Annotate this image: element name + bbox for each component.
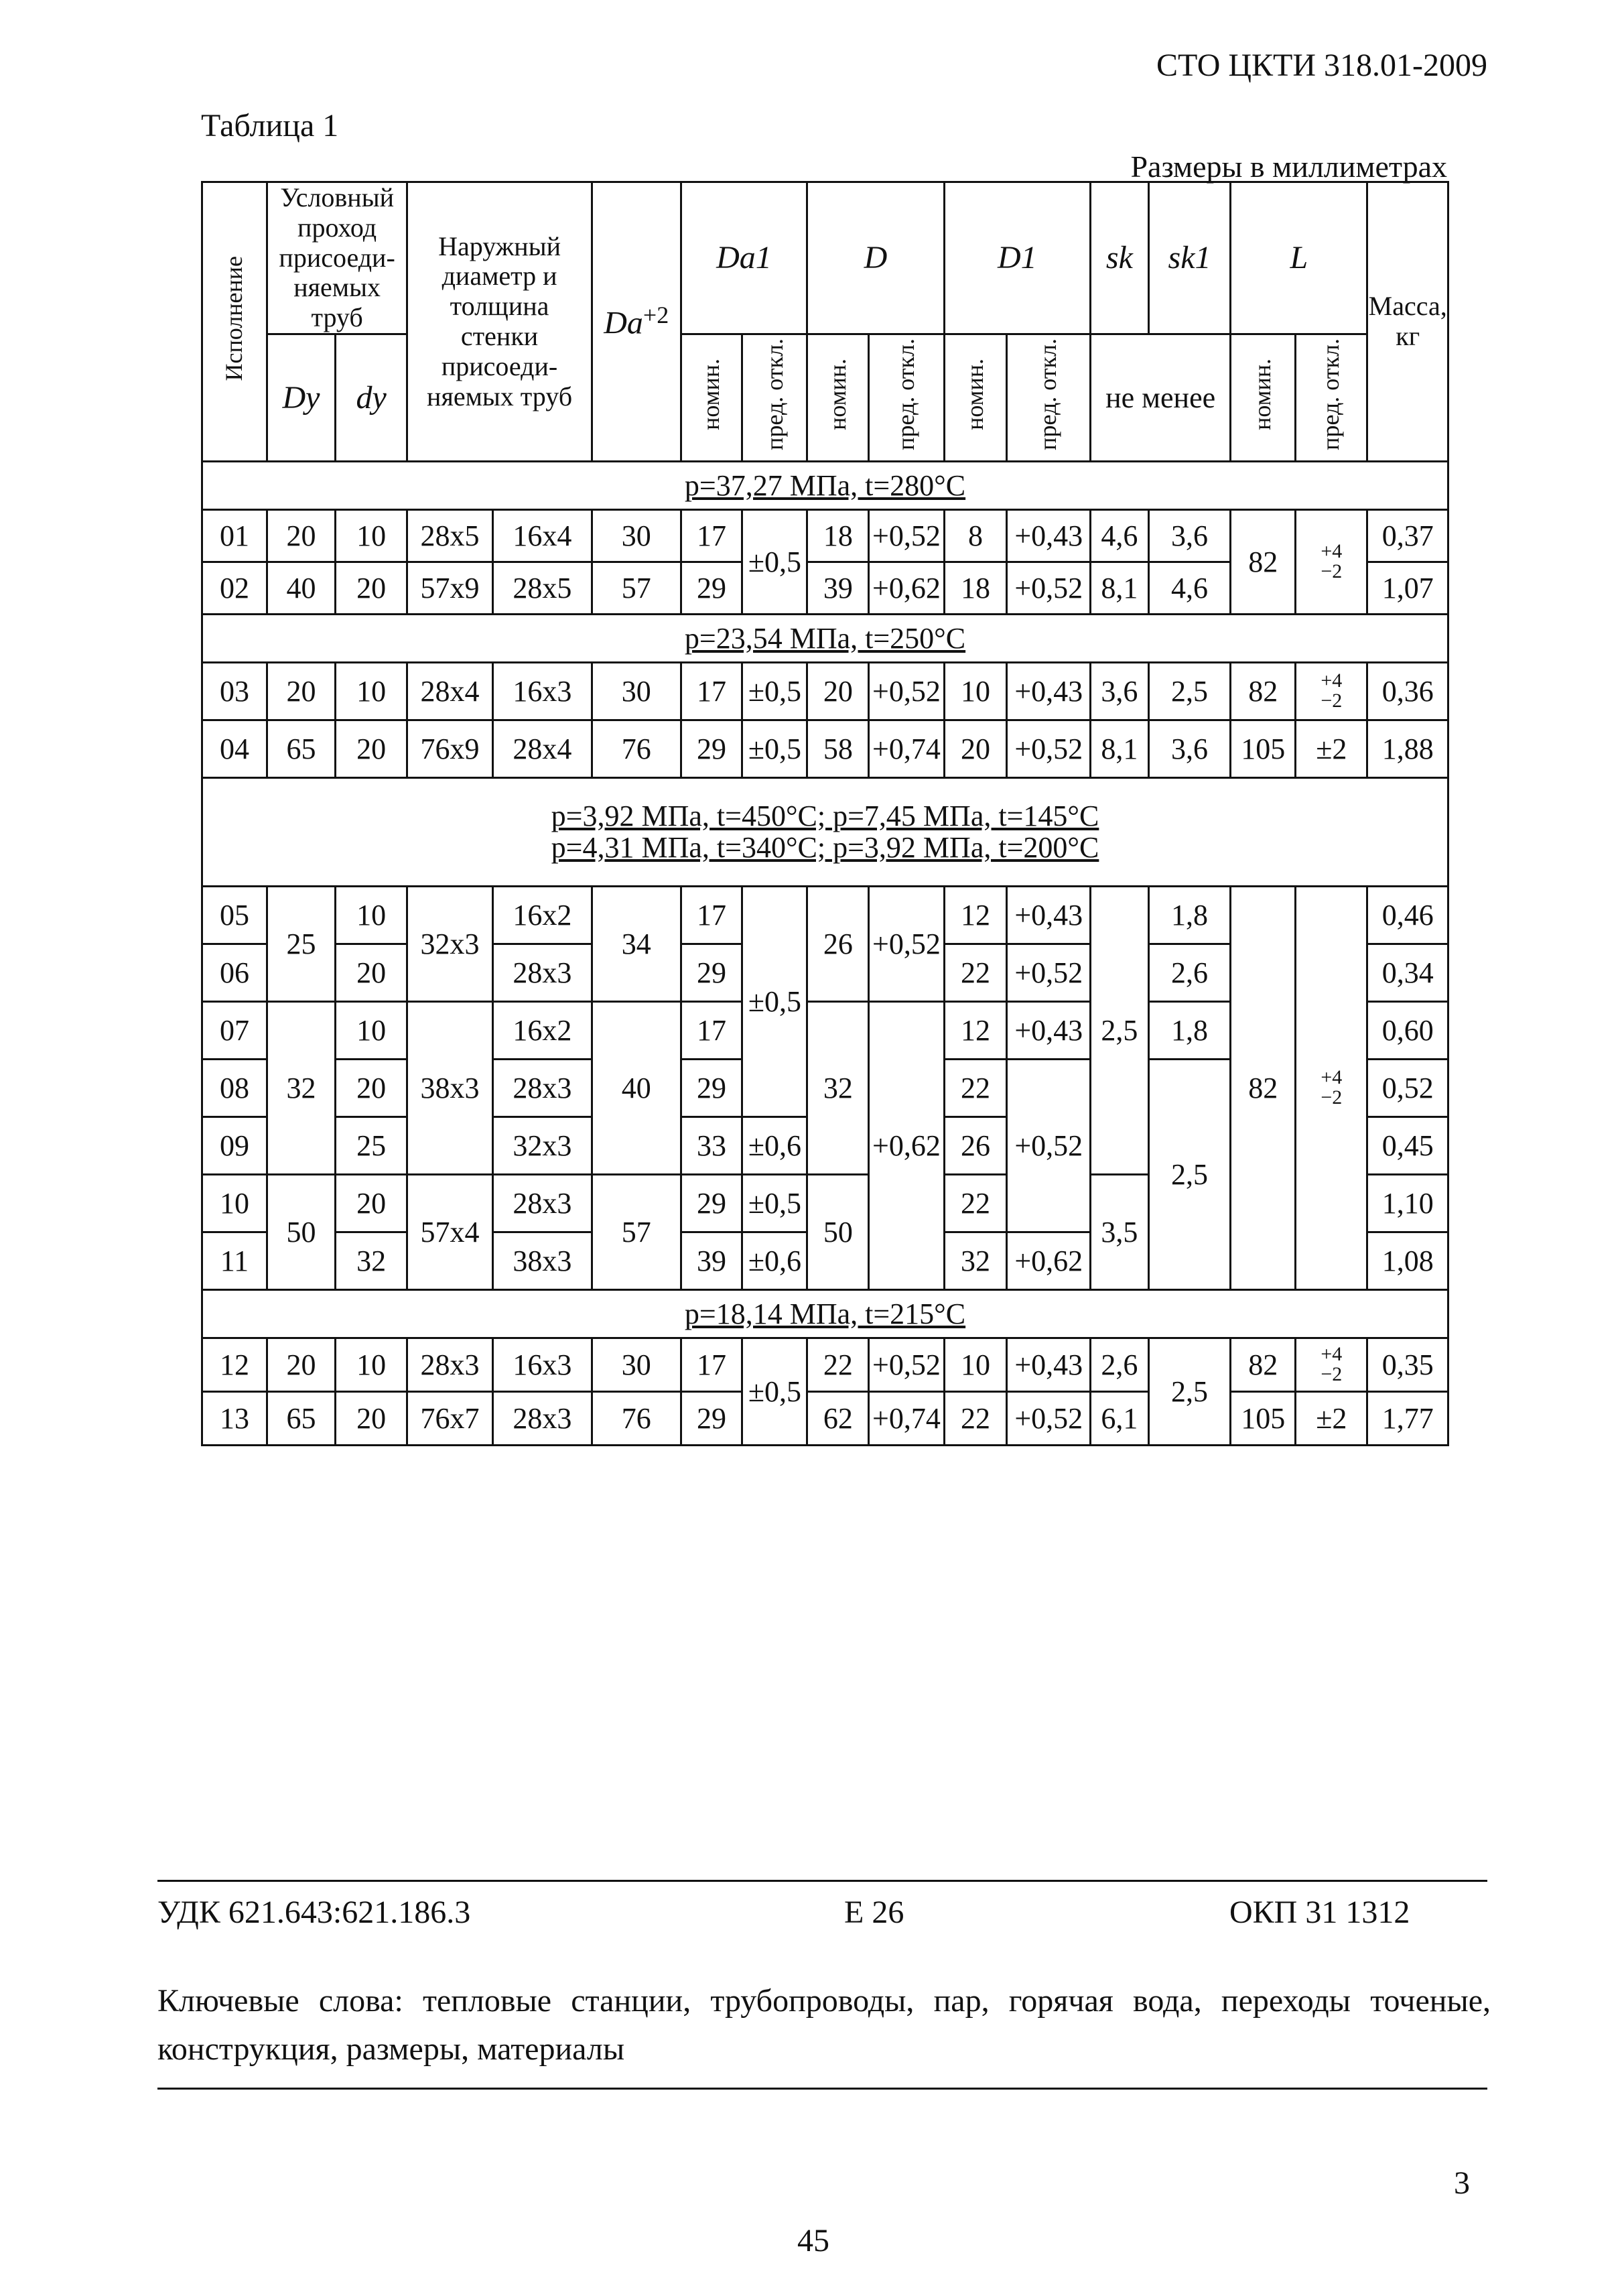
cell: 22 [944, 1059, 1007, 1117]
cell: 20 [267, 1338, 335, 1391]
cell: 22 [807, 1338, 869, 1391]
cell: +0,43 [1007, 509, 1091, 562]
header-dy-lower: dy [336, 334, 407, 461]
cell: 20 [267, 662, 335, 720]
cell: +0,74 [869, 1391, 944, 1445]
cell: 57 [592, 1174, 681, 1289]
cell: 18 [944, 562, 1007, 614]
table-row [202, 1391, 1448, 1445]
cell: 12 [944, 1001, 1007, 1059]
header-nomin: номин. [944, 334, 1007, 461]
section-label: p=18,14 МПа, t=215°C [202, 1289, 1448, 1338]
cell: 39 [807, 562, 869, 614]
cell: 05 [202, 886, 267, 944]
cell: 1,88 [1367, 720, 1448, 777]
cell-tolerance: +4 −2 [1296, 1338, 1367, 1391]
keywords-text: Ключевые слова: тепловые станции, трубопроводы, пар, горячая вода, переходы точеные, конструкция, размеры, материалы [157, 1983, 1491, 2067]
cell: 07 [202, 1001, 267, 1059]
cell: 34 [592, 886, 681, 1001]
cell: +0,52 [1007, 1059, 1091, 1232]
cell: 1,08 [1367, 1232, 1448, 1289]
section-row [202, 614, 1448, 662]
cell: +0,52 [1007, 944, 1091, 1001]
cell: 76x9 [407, 720, 493, 777]
header-d: D [807, 182, 944, 334]
cell: 12 [202, 1338, 267, 1391]
cell: 50 [267, 1174, 335, 1289]
cell: 1,07 [1367, 562, 1448, 614]
cell: 29 [681, 1391, 742, 1445]
cell: 10 [944, 1338, 1007, 1391]
cell: 22 [944, 1174, 1007, 1232]
cell: +0,43 [1007, 1338, 1091, 1391]
cell: 28x3 [492, 1059, 592, 1117]
cell: 08 [202, 1059, 267, 1117]
cell: 16x4 [492, 509, 592, 562]
cell: 29 [681, 944, 742, 1001]
cell: 0,46 [1367, 886, 1448, 944]
cell: 32 [267, 1001, 335, 1174]
header-uslovny-prokhod: Условный проход присоеди-няемых труб [267, 182, 407, 334]
cell: 01 [202, 509, 267, 562]
section-label: p=3,92 МПа, t=450°C; p=7,45 МПа, t=145°C p=4,31 МПа, t=340°C; p=3,92 МПа, t=200°C [202, 777, 1448, 886]
cell: 8,1 [1091, 720, 1149, 777]
cell: 16x3 [492, 662, 592, 720]
cell: +0,62 [869, 1001, 944, 1289]
section-row [202, 777, 1448, 886]
section-row [202, 461, 1448, 509]
header-nomin: номин. [681, 334, 742, 461]
cell: 1,8 [1148, 1001, 1230, 1059]
header-row-2 [202, 334, 1448, 461]
cell: 82 [1231, 509, 1296, 614]
cell: 20 [336, 944, 407, 1001]
udk-code: УДК 621.643:621.186.3 [157, 1895, 471, 1930]
cell: 82 [1231, 662, 1296, 720]
cell: 33 [681, 1117, 742, 1174]
cell: 58 [807, 720, 869, 777]
cell: 29 [681, 1059, 742, 1117]
table-row [202, 1338, 1448, 1391]
cell: +0,43 [1007, 662, 1091, 720]
cell: 105 [1231, 720, 1296, 777]
footer-bottom-rule [157, 2088, 1487, 2090]
cell: 12 [944, 886, 1007, 944]
dimensions-table [201, 181, 1449, 1446]
cell: 0,34 [1367, 944, 1448, 1001]
cell: 28x4 [492, 720, 592, 777]
header-ispolnenie: Исполнение [202, 182, 267, 462]
cell: 29 [681, 562, 742, 614]
header-sk: sk [1091, 182, 1149, 334]
cell: +0,62 [869, 562, 944, 614]
cell: 10 [336, 662, 407, 720]
cell: 32 [944, 1232, 1007, 1289]
cell: 28x3 [407, 1338, 493, 1391]
cell-tolerance: +4 −2 [1296, 662, 1367, 720]
cell: 2,5 [1091, 886, 1149, 1174]
cell: 16x3 [492, 1338, 592, 1391]
cell: 32 [807, 1001, 869, 1174]
cell: 03 [202, 662, 267, 720]
cell: 57x9 [407, 562, 493, 614]
page-number: 3 [1454, 2165, 1470, 2201]
cell: 39 [681, 1232, 742, 1289]
cell: 10 [336, 1001, 407, 1059]
cell: 76 [592, 1391, 681, 1445]
header-pred-otkl: пред. откл. [1007, 334, 1091, 461]
document-code: СТО ЦКТИ 318.01-2009 [1156, 48, 1487, 83]
cell-tolerance: +4 −2 [1296, 886, 1367, 1289]
cell: 28x4 [407, 662, 493, 720]
cell: 28x5 [407, 509, 493, 562]
cell: 06 [202, 944, 267, 1001]
cell: 2,5 [1148, 1338, 1230, 1445]
header-pred-otkl: пред. откл. [742, 334, 807, 461]
cell: 17 [681, 509, 742, 562]
cell: 105 [1231, 1391, 1296, 1445]
cell: 26 [944, 1117, 1007, 1174]
cell: 32 [336, 1232, 407, 1289]
cell: +0,52 [869, 886, 944, 1001]
cell: ±0,5 [742, 886, 807, 1117]
table-row [202, 662, 1448, 720]
cell: ±0,5 [742, 1174, 807, 1232]
cell: +0,43 [1007, 1001, 1091, 1059]
cell: 50 [807, 1174, 869, 1289]
cell: 0,35 [1367, 1338, 1448, 1391]
header-nomin: номин. [807, 334, 869, 461]
header-ne-menee: не менее [1091, 334, 1231, 461]
cell: 10 [336, 1338, 407, 1391]
cell: 30 [592, 509, 681, 562]
cell: 20 [807, 662, 869, 720]
header-dy-upper: Dy [267, 334, 335, 461]
cell: 29 [681, 1174, 742, 1232]
classification-code: Е 26 [844, 1895, 904, 1930]
cell: 40 [267, 562, 335, 614]
cell: 0,60 [1367, 1001, 1448, 1059]
cell: 3,5 [1091, 1174, 1149, 1289]
footer-top-rule [157, 1880, 1487, 1882]
header-nomin: номин. [1231, 334, 1296, 461]
cell: 20 [336, 1174, 407, 1232]
cell: 82 [1231, 886, 1296, 1289]
cell: 28x3 [492, 1391, 592, 1445]
units-note: Размеры в миллиметрах [1130, 149, 1447, 184]
cell: +0,52 [1007, 1391, 1091, 1445]
cell: 17 [681, 886, 742, 944]
cell: 22 [944, 944, 1007, 1001]
cell: ±0,5 [742, 662, 807, 720]
cell: +0,43 [1007, 886, 1091, 944]
cell: ±2 [1296, 720, 1367, 777]
cell: 62 [807, 1391, 869, 1445]
cell: 29 [681, 720, 742, 777]
cell: 1,10 [1367, 1174, 1448, 1232]
cell: ±0,5 [742, 1338, 807, 1445]
cell: 0,37 [1367, 509, 1448, 562]
cell: 76x7 [407, 1391, 493, 1445]
cell-tolerance: +4 −2 [1296, 509, 1367, 614]
cell: 0,52 [1367, 1059, 1448, 1117]
header-sk1: sk1 [1148, 182, 1230, 334]
cell: 28x5 [492, 562, 592, 614]
cell: +0,74 [869, 720, 944, 777]
cell: 0,45 [1367, 1117, 1448, 1174]
cell: 57 [592, 562, 681, 614]
cell: 30 [592, 1338, 681, 1391]
cell: 10 [336, 509, 407, 562]
sheet-number: 45 [797, 2223, 829, 2258]
cell: 26 [807, 886, 869, 1001]
cell: ±0,6 [742, 1232, 807, 1289]
header-pred-otkl: пред. откл. [1296, 334, 1367, 461]
cell: +0,52 [1007, 720, 1091, 777]
cell: 16x2 [492, 1001, 592, 1059]
header-massa: Масса, кг [1367, 182, 1448, 462]
cell: 3,6 [1091, 662, 1149, 720]
cell: +0,62 [1007, 1232, 1091, 1289]
cell: 6,1 [1091, 1391, 1149, 1445]
cell: 20 [336, 562, 407, 614]
cell: 20 [336, 1059, 407, 1117]
cell: 25 [267, 886, 335, 1001]
cell: 22 [944, 1391, 1007, 1445]
header-row-1 [202, 182, 1448, 334]
cell: 82 [1231, 1338, 1296, 1391]
cell: 09 [202, 1117, 267, 1174]
cell: 16x2 [492, 886, 592, 944]
section-label: p=23,54 МПа, t=250°C [202, 614, 1448, 662]
cell: 17 [681, 1338, 742, 1391]
cell: 4,6 [1148, 562, 1230, 614]
header-pred-otkl: пред. откл. [869, 334, 944, 461]
cell: 17 [681, 662, 742, 720]
cell: 8 [944, 509, 1007, 562]
table-title: Таблица 1 [201, 108, 339, 143]
section-row [202, 1289, 1448, 1338]
cell: 38x3 [407, 1001, 493, 1174]
header-l: L [1231, 182, 1367, 334]
cell: 10 [944, 662, 1007, 720]
cell: 2,6 [1148, 944, 1230, 1001]
cell: 65 [267, 720, 335, 777]
cell: 8,1 [1091, 562, 1149, 614]
cell: 3,6 [1148, 509, 1230, 562]
cell: 13 [202, 1391, 267, 1445]
cell: 40 [592, 1001, 681, 1174]
cell: 28x3 [492, 944, 592, 1001]
section-label: p=37,27 МПа, t=280°C [202, 461, 1448, 509]
cell: 28x3 [492, 1174, 592, 1232]
cell: 20 [944, 720, 1007, 777]
header-da1: Da1 [681, 182, 807, 334]
cell: 32x3 [492, 1117, 592, 1174]
cell: 04 [202, 720, 267, 777]
cell: +0,52 [869, 509, 944, 562]
cell: 32x3 [407, 886, 493, 1001]
cell: 11 [202, 1232, 267, 1289]
cell: +0,52 [1007, 562, 1091, 614]
table-row [202, 720, 1448, 777]
cell: 20 [336, 720, 407, 777]
cell: ±0,6 [742, 1117, 807, 1174]
header-naruzhny-diametr: Наружный диаметр и толщина стенки присоеди-няемых труб [407, 182, 592, 462]
cell: 38x3 [492, 1232, 592, 1289]
cell: 20 [336, 1391, 407, 1445]
cell: 2,5 [1148, 1059, 1230, 1289]
cell: 1,77 [1367, 1391, 1448, 1445]
cell: 4,6 [1091, 509, 1149, 562]
cell: 10 [336, 886, 407, 944]
cell: +0,52 [869, 662, 944, 720]
header-da: $Da^{+2}$ [592, 182, 681, 462]
cell: 1,8 [1148, 886, 1230, 944]
cell: 10 [202, 1174, 267, 1232]
cell: ±0,5 [742, 509, 807, 614]
cell: 18 [807, 509, 869, 562]
cell: 57x4 [407, 1174, 493, 1289]
cell: 2,6 [1091, 1338, 1149, 1391]
cell: 25 [336, 1117, 407, 1174]
table-row [202, 886, 1448, 944]
okp-code: ОКП 31 1312 [1229, 1895, 1410, 1930]
cell: 3,6 [1148, 720, 1230, 777]
cell: 30 [592, 662, 681, 720]
cell: ±2 [1296, 1391, 1367, 1445]
cell: 20 [267, 509, 335, 562]
cell: 0,36 [1367, 662, 1448, 720]
header-d1: D1 [944, 182, 1090, 334]
cell: 65 [267, 1391, 335, 1445]
cell: ±0,5 [742, 720, 807, 777]
cell: 17 [681, 1001, 742, 1059]
cell: +0,52 [869, 1338, 944, 1391]
cell: 02 [202, 562, 267, 614]
cell: 76 [592, 720, 681, 777]
table-row [202, 509, 1448, 562]
cell: 2,5 [1148, 662, 1230, 720]
